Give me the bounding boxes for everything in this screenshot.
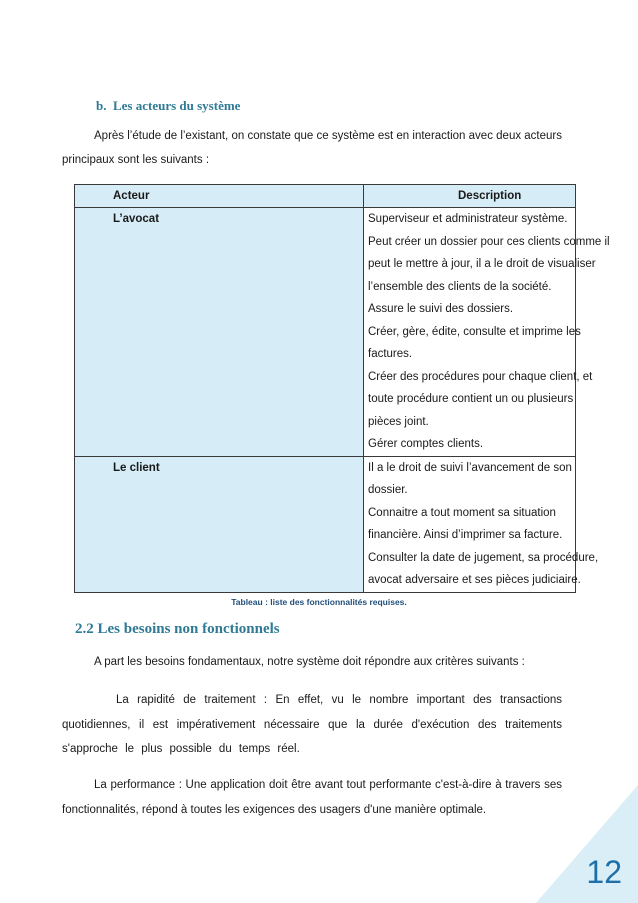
- desc-line: Connaitre a tout moment sa situation: [368, 506, 556, 519]
- desc-line: Assure le suivi des dossiers.: [368, 303, 514, 315]
- desc-line: dossier.: [368, 484, 408, 496]
- intro-paragraph: Après l’étude de l’existant, on constate que ce système est en interaction avec deux acteurs principaux sont les suivants :: [62, 130, 562, 166]
- desc-line: Créer des procédures pour chaque client, et: [368, 370, 593, 383]
- desc-line: Il a le droit de suivi l’avancement de son: [368, 461, 572, 474]
- desc-line: pièces joint.: [368, 415, 429, 428]
- desc-line: Créer, gère, édite, consulte et imprime les: [368, 325, 581, 338]
- table-row-client: [75, 456, 576, 592]
- header-description: Description: [364, 185, 576, 208]
- paragraph-rapidite: La rapidité de traitement : En effet, vu le nombre important des transactions quotidiennes, il est impérativement nécessaire que la durée d'exécution des traitements s'approche le plus possible du temps réel.: [62, 694, 562, 755]
- actors-table: [74, 184, 610, 593]
- desc-line: toute procédure contient un ou plusieurs: [368, 393, 574, 405]
- desc-line: financière. Ainsi d’imprimer sa facture.: [368, 529, 563, 541]
- paragraph-performance: La performance : Une application doit être avant tout performante c'est-à-dire à travers ses fonctionnalités, répond à toutes les exigences des usagers d'une manière optimale.: [62, 779, 562, 816]
- desc-line: l’ensemble des clients de la société.: [368, 280, 552, 293]
- description-avocat: [364, 208, 610, 457]
- desc-line: avocat adversaire et ses pièces judiciaire.: [368, 574, 581, 586]
- page-number: 12: [586, 854, 622, 890]
- table-caption: Tableau : liste des fonctionnalités requises.: [231, 597, 407, 607]
- section-b-heading: b. Les acteurs du système: [96, 98, 241, 113]
- desc-line: Gérer comptes clients.: [368, 438, 484, 450]
- section-2-2-heading: 2.2 Les besoins non fonctionnels: [75, 621, 280, 637]
- desc-line: Consulter la date de jugement, sa procédure,: [368, 551, 599, 564]
- table-header-row: [75, 185, 576, 208]
- desc-line: Superviseur et administrateur système.: [368, 213, 568, 225]
- desc-line: peut le mettre à jour, il a le droit de visualiser: [368, 258, 596, 270]
- actor-client: Le client: [113, 461, 160, 474]
- paragraph-intro-besoins: A part les besoins fondamentaux, notre système doit répondre aux critères suivants :: [94, 656, 525, 668]
- desc-line: factures.: [368, 348, 413, 360]
- description-client: [364, 456, 599, 592]
- actor-avocat: L’avocat: [113, 213, 160, 225]
- table-row-avocat: [75, 208, 576, 457]
- header-actor: Acteur: [75, 185, 364, 208]
- desc-line: Peut créer un dossier pour ces clients comme il: [368, 235, 610, 248]
